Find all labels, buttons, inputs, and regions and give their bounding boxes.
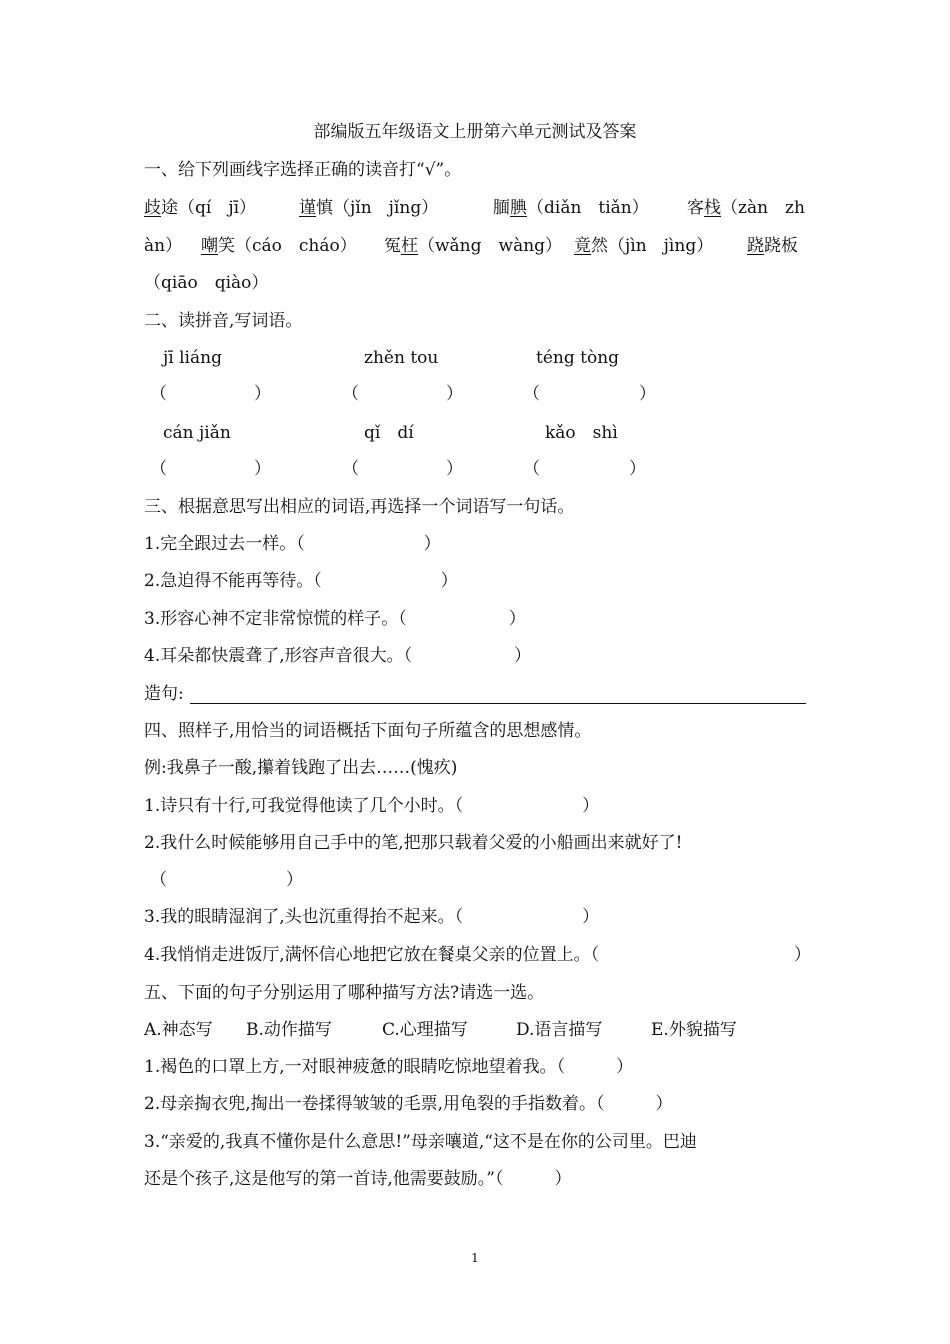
answer-close-paren: ） — [446, 459, 463, 479]
pinyin-item-2 — [299, 197, 438, 219]
example-line: 例:我鼻子一酸,攥着钱跑了出去……(愧疚) — [144, 758, 458, 778]
pinyin-item-6 — [384, 235, 562, 257]
item-text: 笑（cáo cháo） — [218, 236, 357, 256]
pinyin-prompt-5: qǐ dí — [364, 423, 414, 443]
item-text: （diǎn tiǎn） — [527, 198, 649, 218]
page-number: 1 — [471, 1251, 479, 1265]
option-e: E.外貌描写 — [651, 1020, 737, 1040]
section-3-heading: 三、根据意思写出相应的词语,再选择一个词语写一句话。 — [144, 497, 575, 517]
underlined-char: 歧 — [144, 198, 161, 218]
underlined-char: 嘲 — [201, 236, 218, 256]
item-text: 冤 — [384, 236, 401, 256]
item-text: 然（jìn jìng） — [591, 236, 714, 256]
question-3-1: 1.完全跟过去一样。（ ） — [144, 534, 441, 554]
page-title: 部编版五年级语文上册第六单元测试及答案 — [313, 122, 637, 142]
section-4-heading: 四、照样子,用恰当的词语概括下面句子所蕴含的思想感情。 — [144, 721, 592, 741]
item-text: 慎（jǐn jǐng） — [316, 198, 439, 218]
answer-close-paren: ） — [629, 459, 646, 479]
underlined-char: 腆 — [510, 198, 527, 218]
underlined-char: 跷 — [747, 236, 764, 256]
pinyin-item-5 — [201, 235, 357, 257]
question-4-3: 3.我的眼睛湿润了,头也沉重得抬不起来。（ ） — [144, 907, 600, 927]
question-4-4-close: ） — [794, 945, 811, 965]
answer-close-paren: ） — [446, 384, 463, 404]
answer-close-paren: ） — [254, 459, 271, 479]
pinyin-item-7 — [574, 235, 713, 257]
pinyin-item-1 — [144, 197, 256, 219]
answer-close-paren: ） — [639, 384, 656, 404]
underlined-char: 竟 — [574, 236, 591, 256]
item-text: （wǎng wàng） — [418, 236, 563, 256]
item-text: 客 — [687, 198, 704, 218]
question-3-2: 2.急迫得不能再等待。（ ） — [144, 571, 458, 591]
question-4-4: 4.我悄悄走进饭厅,满怀信心地把它放在餐桌父亲的位置上。（ — [144, 945, 600, 965]
question-4-1: 1.诗只有十行,可我觉得他读了几个小时。（ ） — [144, 796, 600, 816]
item-text: 跷板 — [764, 236, 798, 256]
question-3-4: 4.耳朵都快震聋了,形容声音很大。（ ） — [144, 646, 532, 666]
answer-open-paren: （ — [342, 459, 359, 479]
pinyin-item-3 — [493, 197, 649, 219]
answer-open-paren: （ — [523, 384, 540, 404]
sentence-answer-line — [190, 703, 806, 704]
pinyin-item-4-cont: àn） — [144, 236, 183, 256]
pinyin-item-8 — [747, 235, 798, 257]
answer-open-paren: （ — [150, 384, 167, 404]
answer-close-paren: ） — [254, 384, 271, 404]
answer-open-paren: （ — [523, 459, 540, 479]
question-5-3: 3.“亲爱的,我真不懂你是什么意思!”母亲嚷道,“这不是在你的公司里。巴迪 — [144, 1132, 697, 1152]
answer-open-paren: （ — [150, 459, 167, 479]
option-b: B.动作描写 — [246, 1020, 332, 1040]
option-a: A.神态写 — [144, 1020, 213, 1040]
item-text: 腼 — [493, 198, 510, 218]
section-5-heading: 五、下面的句子分别运用了哪种描写方法?请选一选。 — [144, 983, 545, 1003]
pinyin-prompt-2: zhěn tou — [364, 348, 439, 368]
underlined-char: 栈 — [704, 198, 721, 218]
question-5-2: 2.母亲掏衣兜,掏出一卷揉得皱皱的毛票,用龟裂的手指数着。（ ） — [144, 1094, 673, 1114]
sentence-label: 造句: — [144, 684, 184, 704]
option-c: C.心理描写 — [382, 1020, 468, 1040]
option-d: D.语言描写 — [516, 1020, 603, 1040]
pinyin-item-8-cont: （qiāo qiào） — [144, 273, 269, 293]
question-3-3: 3.形容心神不定非常惊慌的样子。（ ） — [144, 609, 526, 629]
underlined-char: 枉 — [401, 236, 418, 256]
pinyin-prompt-6: kǎo shì — [545, 423, 618, 443]
section-2-heading: 二、读拼音,写词语。 — [144, 311, 303, 331]
answer-open-paren: （ — [342, 384, 359, 404]
pinyin-item-4 — [687, 197, 805, 219]
pinyin-prompt-4: cán jiǎn — [163, 423, 231, 443]
question-4-2-answer: （ ） — [150, 870, 303, 890]
pinyin-prompt-1: jī liáng — [163, 348, 222, 368]
underlined-char: 谨 — [299, 198, 316, 218]
pinyin-prompt-3: téng tòng — [536, 348, 620, 368]
section-1-heading: 一、给下列画线字选择正确的读音打“√”。 — [144, 160, 462, 180]
question-5-1: 1.褐色的口罩上方,一对眼神疲惫的眼睛吃惊地望着我。（ ） — [144, 1057, 634, 1077]
item-text: 途（qí jī） — [161, 198, 257, 218]
item-text: （zàn zh — [721, 198, 805, 218]
question-4-2: 2.我什么时候能够用自己手中的笔,把那只载着父爱的小船画出来就好了! — [144, 833, 683, 853]
question-5-3-cont: 还是个孩子,这是他写的第一首诗,他需要鼓励。”（ ） — [144, 1169, 572, 1189]
